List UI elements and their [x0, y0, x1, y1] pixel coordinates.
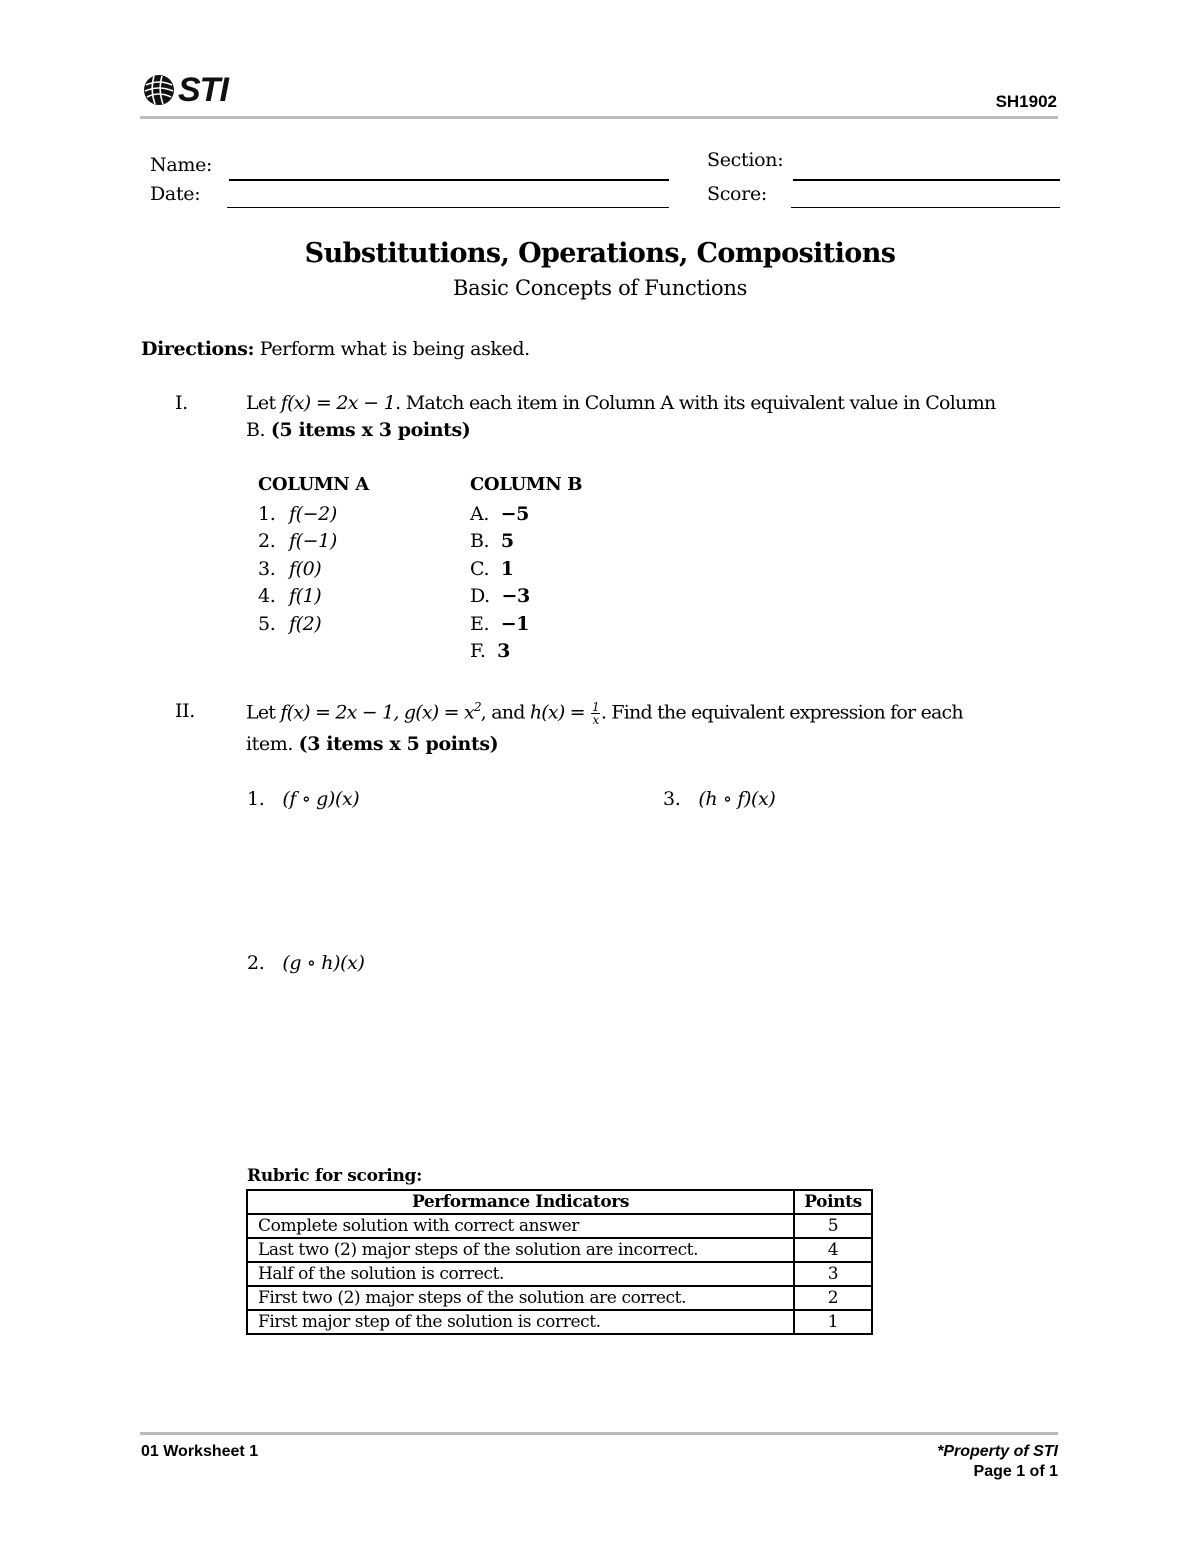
points-cell: 2 — [794, 1286, 872, 1310]
points-cell: 1 — [794, 1310, 872, 1334]
table-header-row — [247, 1190, 872, 1214]
list-item — [470, 613, 529, 635]
part2-lead: Let — [246, 701, 276, 724]
header-indicators: Performance Indicators — [247, 1190, 794, 1214]
table-row — [247, 1262, 872, 1286]
list-item — [258, 503, 337, 525]
part1-text: . Match each item in Column A with its equivalent value in Column — [395, 392, 996, 414]
directions-text: Perform what is being asked. — [259, 338, 530, 360]
part2-item-3 — [663, 788, 775, 810]
part2-text2: item. — [246, 733, 294, 755]
item-expression: (h ∘ f)(x) — [698, 788, 776, 810]
item-letter: D. — [470, 585, 490, 607]
list-item — [258, 558, 321, 580]
header-rule — [140, 116, 1058, 119]
item-number: 4. — [258, 585, 276, 607]
item-number: 1. — [247, 788, 265, 810]
name-label: Name: — [150, 154, 213, 176]
column-a-header: COLUMN A — [258, 474, 369, 495]
list-item — [470, 640, 510, 662]
table-row — [247, 1238, 872, 1262]
header-points: Points — [794, 1190, 872, 1214]
table-row — [247, 1214, 872, 1238]
globe-icon — [142, 73, 176, 107]
part1-points: (5 items x 3 points) — [270, 419, 471, 441]
list-item — [258, 585, 321, 607]
item-letter: B. — [470, 530, 490, 552]
item-value: −5 — [500, 503, 529, 525]
part2-and: , and — [480, 701, 525, 724]
indicator-cell: First major step of the solution is correct. — [247, 1310, 794, 1334]
item-value: 1 — [500, 558, 514, 580]
part2-numeral: II. — [175, 700, 195, 722]
points-cell: 4 — [794, 1238, 872, 1262]
footer-left: 01 Worksheet 1 — [141, 1443, 259, 1460]
rubric-title: Rubric for scoring: — [247, 1166, 423, 1186]
points-cell: 5 — [794, 1214, 872, 1238]
date-label: Date: — [150, 183, 201, 205]
part1-function: f(x) = 2x − 1 — [280, 392, 396, 414]
list-item — [470, 585, 530, 607]
part1-lead: Let — [246, 392, 276, 414]
section-label: Section: — [707, 149, 784, 171]
score-line[interactable] — [791, 207, 1060, 208]
part1-text2: B. — [246, 419, 266, 441]
directions — [141, 338, 530, 360]
item-number: 5. — [258, 613, 276, 635]
part1-numeral: I. — [175, 392, 188, 414]
date-line[interactable] — [227, 207, 669, 208]
list-item — [470, 530, 514, 552]
item-expression: f(−1) — [288, 530, 337, 552]
part2-h: h(x) = — [529, 701, 585, 724]
part2-g: g(x) = x — [403, 701, 474, 724]
item-number: 2. — [258, 530, 276, 552]
part2-instruction-line2 — [246, 733, 498, 755]
item-letter: C. — [470, 558, 490, 580]
item-number: 2. — [247, 952, 265, 974]
item-letter: A. — [470, 503, 489, 525]
item-expression: f(2) — [288, 613, 322, 635]
list-item — [258, 530, 337, 552]
fraction-denominator: x — [592, 712, 599, 727]
page-title: Substitutions, Operations, Compositions — [304, 238, 896, 269]
item-value: −3 — [501, 585, 530, 607]
indicator-cell: Complete solution with correct answer — [247, 1214, 794, 1238]
item-expression: f(−2) — [288, 503, 337, 525]
list-item — [470, 503, 529, 525]
part2-f: f(x) = 2x − 1, — [280, 701, 399, 724]
column-b-header: COLUMN B — [470, 474, 583, 495]
table-row — [247, 1286, 872, 1310]
table-row — [247, 1310, 872, 1334]
footer-rule — [140, 1432, 1058, 1435]
document-code: SH1902 — [995, 92, 1057, 111]
sti-logo — [142, 72, 228, 108]
footer-page: Page 1 of 1 — [973, 1463, 1058, 1480]
item-expression: (f ∘ g)(x) — [282, 788, 360, 810]
part2-instruction — [246, 700, 963, 726]
item-value: −1 — [500, 613, 530, 635]
item-number: 3. — [258, 558, 276, 580]
item-expression: (g ∘ h)(x) — [282, 952, 365, 974]
part2-points: (3 items x 5 points) — [298, 733, 499, 755]
indicator-cell: Half of the solution is correct. — [247, 1262, 794, 1286]
name-line[interactable] — [229, 179, 669, 181]
rubric-table — [246, 1189, 873, 1335]
fraction-numerator: 1 — [592, 699, 599, 714]
part1-instruction — [246, 392, 996, 414]
fraction — [591, 701, 600, 726]
indicator-cell: Last two (2) major steps of the solution are incorrect. — [247, 1238, 794, 1262]
item-letter: F. — [470, 640, 486, 662]
item-expression: f(0) — [288, 558, 322, 580]
section-line[interactable] — [793, 179, 1060, 181]
item-value: 5 — [500, 530, 514, 552]
item-expression: f(1) — [288, 585, 322, 607]
item-letter: E. — [470, 613, 490, 635]
page-subtitle: Basic Concepts of Functions — [452, 276, 748, 300]
logo-text: STI — [178, 70, 228, 109]
item-number: 3. — [663, 788, 681, 810]
directions-label: Directions: — [141, 338, 255, 360]
part2-text: . Find the equivalent expression for each — [600, 701, 963, 724]
score-label: Score: — [707, 183, 768, 205]
footer-property: *Property of STI — [937, 1443, 1058, 1460]
list-item — [470, 558, 514, 580]
part1-instruction-line2 — [246, 419, 470, 441]
part2-item-1 — [247, 788, 359, 810]
indicator-cell: First two (2) major steps of the solution are correct. — [247, 1286, 794, 1310]
item-value: 3 — [497, 640, 510, 662]
part2-item-2 — [247, 952, 365, 974]
points-cell: 3 — [794, 1262, 872, 1286]
part2-g-exponent: 2 — [473, 700, 481, 714]
item-number: 1. — [258, 503, 276, 525]
list-item — [258, 613, 321, 635]
